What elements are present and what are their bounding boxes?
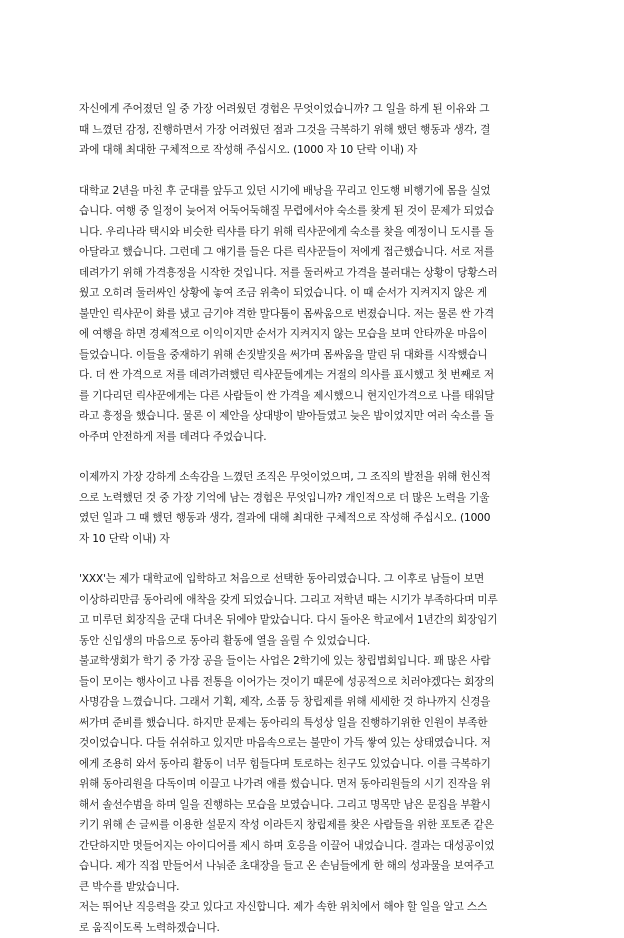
text-line: 위해 동아리원을 다독이며 이끌고 나가려 애를 썼습니다. 먼저 동아리원들의 시기 진작을 위	[79, 774, 564, 795]
text-line: 사명감을 느꼈습니다. 그래서 기획, 제작, 소품 등 창립제를 위해 세세한 것 하나까지 신경을	[79, 692, 564, 713]
paragraph-gap	[79, 549, 564, 569]
text-line: 써가며 준비를 했습니다. 하지만 문제는 동아리의 특성상 일을 진행하기위한 인원이 부족한	[79, 713, 564, 734]
text-line: 자 10 단락 이내) 자	[79, 529, 564, 550]
text-line: 자신에게 주어졌던 일 중 가장 어려웠던 경험은 무엇이었습니까? 그 일을 하게 된 이유와 그	[79, 99, 564, 120]
answer-1	[79, 181, 564, 448]
paragraph-gap	[79, 161, 564, 181]
text-line: 습니다. 제가 직접 만들어서 나눠준 초대장을 들고 온 손님들에게 한 해의 성과물을 보여주고	[79, 856, 564, 877]
text-line: 고 미루던 회장직을 군대 다녀온 뒤에야 맡았습니다. 다시 돌아온 학교에서 1년간의 회장임기	[79, 610, 564, 631]
text-line: 라고 흥정을 했습니다. 물론 이 제안을 상대방이 받아들였고 늦은 밤이었지만 여러 숙소를 돌	[79, 406, 564, 427]
text-line: 이상하리만큼 동아리에 애착을 갖게 되었습니다. 그리고 저학년 때는 시기가 부족하다며 미루	[79, 590, 564, 611]
text-line: 데려가기 위해 가격흥정을 시작한 것입니다. 저를 둘러싸고 가격을 불러대는 상황이 당황스러	[79, 263, 564, 284]
text-line: 습니다. 여행 중 일정이 늦어져 어둑어둑해질 무렵에서야 숙소를 찾게 된 것이 문제가 되었습	[79, 201, 564, 222]
answer-2	[79, 569, 564, 938]
text-line: 간단하지만 멋들어지는 아이디어를 제시 하며 호응을 이끌어 내었습니다. 결과는 대성공이었	[79, 836, 564, 857]
text-line: 에 여행을 하면 경제적으로 이익이지만 순서가 지켜지지 않는 모습을 보며 안타까운 마음이	[79, 324, 564, 345]
text-line: 것이었습니다. 다들 쉬쉬하고 있지만 마음속으로는 불만이 가득 쌓여 있는 상태였습니다. 저	[79, 733, 564, 754]
text-line: 였던 일과 그 때 했던 행동과 생각, 결과에 대해 최대한 구체적으로 작성해 주십시오. (1000	[79, 508, 564, 529]
paragraph-gap	[79, 447, 564, 467]
text-line: 때 느꼈던 감정, 진행하면서 가장 어려웠던 점과 그것을 극복하기 위해 했던 행동과 생각, 결	[79, 120, 564, 141]
text-line: 아달라고 했습니다. 그런데 그 얘기를 들은 다른 릭샤꾼들이 저에게 접근했습니다. 서로 저를	[79, 242, 564, 263]
text-line: 로 움직이도록 노력하겠습니다.	[79, 918, 564, 938]
text-line: 대학교 2년을 마친 후 군대를 앞두고 있던 시기에 배낭을 꾸리고 인도행 비행기에 몸을 실었	[79, 181, 564, 202]
text-line: 아주며 안전하게 저를 데려다 주었습니다.	[79, 427, 564, 448]
text-line: 다. 더 싼 가격으로 저를 데려가려했던 릭샤꾼들에게는 거절의 의사를 표시했고 첫 번째로 저	[79, 365, 564, 386]
text-line: 해서 솔선수범을 하며 일을 진행하는 모습을 보였습니다. 그리고 명목만 남은 문집을 부활시	[79, 795, 564, 816]
text-line: 들었습니다. 이들을 중재하기 위해 손짓발짓을 써가며 몸싸움을 말린 뒤 대화를 시작했습니	[79, 345, 564, 366]
text-line: 불만인 릭샤꾼이 화를 냈고 금기야 격한 말다툼이 몸싸움으로 번졌습니다. 저는 물론 싼 가격	[79, 304, 564, 325]
text-line: 이제까지 가장 강하게 소속감을 느꼈던 조직은 무엇이었으며, 그 조직의 발전을 위해 헌신적	[79, 467, 564, 488]
text-line: 니다. 우리나라 택시와 비슷한 릭샤를 타기 위해 릭샤꾼에게 숙소를 찾을 예정이니 도시를 돌	[79, 222, 564, 243]
text-line: 으로 노력했던 것 중 가장 기억에 남는 경험은 무엇입니까? 개인적으로 더 많은 노력을 기울	[79, 488, 564, 509]
text-line: 큰 박수를 받았습니다.	[79, 877, 564, 898]
text-line: 불교학생회가 학기 중 가장 공을 들이는 사업은 2학기에 있는 창립법회입니다. 꽤 많은 사람	[79, 651, 564, 672]
text-line: 들이 모이는 행사이고 나름 전통을 이어가는 것이기 때문에 성공적으로 치러야겠다는 회장의	[79, 672, 564, 693]
text-line: 동안 신입생의 마음으로 동아리 활동에 열을 올릴 수 있었습니다.	[79, 631, 564, 652]
text-line: 를 기다리던 릭샤꾼에게는 다른 사람들이 싼 가격을 제시했으니 현지인가격으로 나를 태워달	[79, 386, 564, 407]
text-line: 웠고 오히려 둘러싸인 상황에 놓여 조금 위축이 되었습니다. 이 때 순서가 지켜지지 않은 게	[79, 283, 564, 304]
question-1	[79, 99, 564, 161]
text-line: 저는 뛰어난 직응력을 갖고 있다고 자신합니다. 제가 속한 위치에서 해야 할 일을 알고 스스	[79, 897, 564, 918]
question-2	[79, 467, 564, 549]
text-line: 에게 조용히 와서 동아리 활동이 너무 힘들다며 토로하는 친구도 있었습니다. 이를 극복하기	[79, 754, 564, 775]
text-line: 'XXX'는 제가 대학교에 입학하고 처음으로 선택한 동아리였습니다. 그 이후로 남들이 보면	[79, 569, 564, 590]
text-line: 과에 대해 최대한 구체적으로 작성해 주십시오. (1000 자 10 단락 이내) 자	[79, 140, 564, 161]
text-line: 키기 위해 손 글씨를 이용한 설문지 작성 이라든지 창립제를 찾은 사람들을 위한 포토존 같은	[79, 815, 564, 836]
